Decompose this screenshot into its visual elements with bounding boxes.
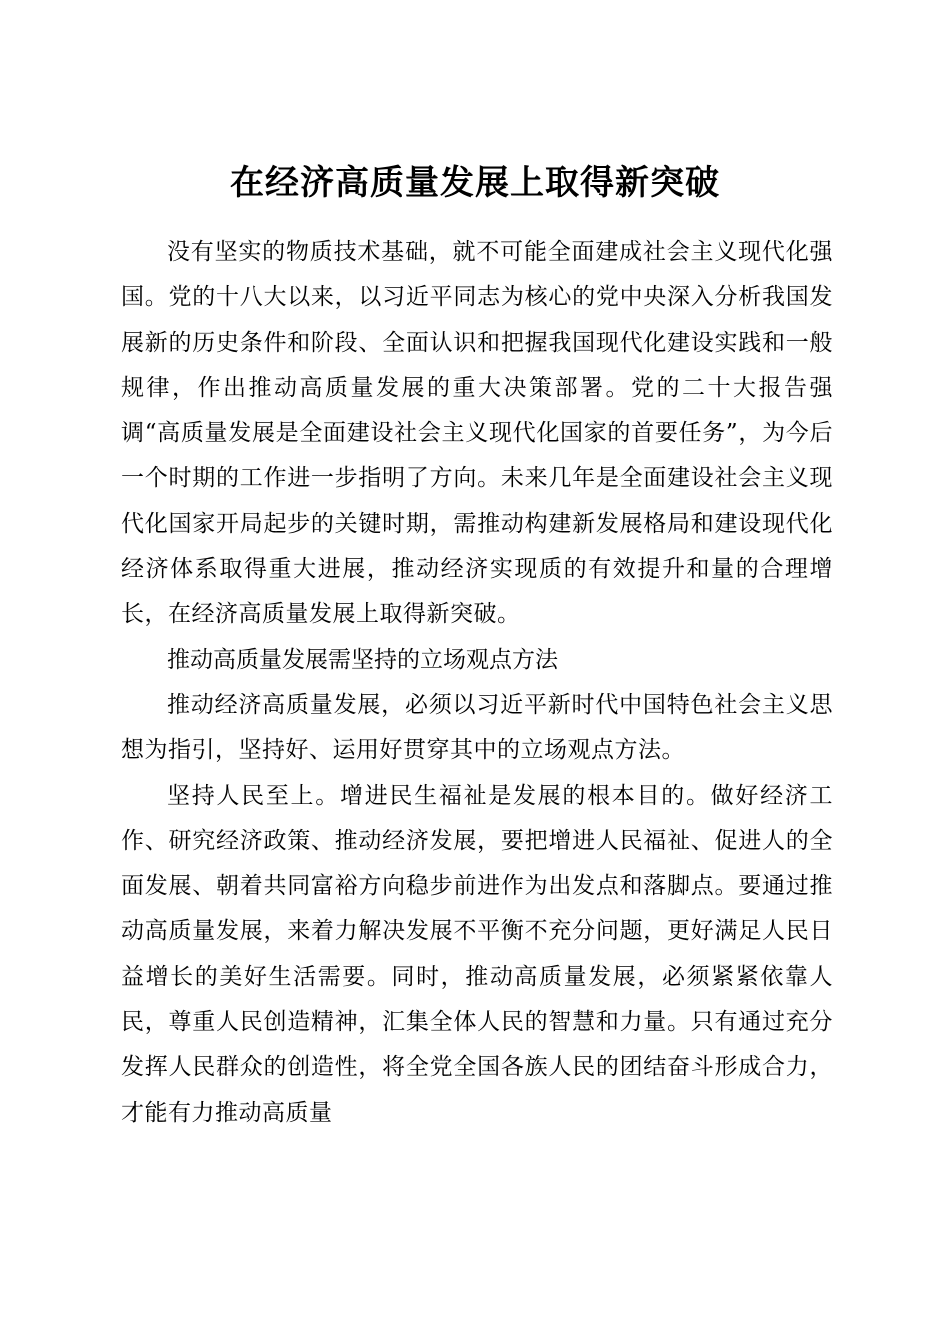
document-body	[121, 230, 833, 1136]
paragraph-intro: 没有坚实的物质技术基础，就不可能全面建成社会主义现代化强国。党的十八大以来，以习近平同志为核心的党中央深入分析我国发展新的历史条件和阶段、全面认识和把握我国现代化建设实践和一般规律，作出推动高质量发展的重大决策部署。党的二十大报告强调“高质量发展是全面建设社会主义现代化国家的首要任务”，为今后一个时期的工作进一步指明了方向。未来几年是全面建设社会主义现代化国家开局起步的关键时期，需推动构建新发展格局和建设现代化经济体系取得重大进展，推动经济实现质的有效提升和量的合理增长，在经济高质量发展上取得新突破。	[121, 239, 833, 628]
paragraph-guidance: 推动经济高质量发展，必须以习近平新时代中国特色社会主义思想为指引，坚持好、运用好贯穿其中的立场观点方法。	[121, 691, 833, 764]
document-title: 在经济高质量发展上取得新突破	[230, 162, 720, 203]
paragraph-people-first: 坚持人民至上。增进民生福祉是发展的根本目的。做好经济工作、研究经济政策、推动经济发展，要把增进人民福祉、促进人的全面发展、朝着共同富裕方向稳步前进作为出发点和落脚点。要通过推动高质量发展，来着力解决发展不平衡不充分问题，更好满足人民日益增长的美好生活需要。同时，推动高质量发展，必须紧紧依靠人民，尊重人民创造精神，汇集全体人民的智慧和力量。只有通过充分发挥人民群众的创造性，将全党全国各族人民的团结奋斗形成合力，才能有力推动高质量	[121, 782, 833, 1126]
section-heading: 推动高质量发展需坚持的立场观点方法	[167, 646, 558, 673]
